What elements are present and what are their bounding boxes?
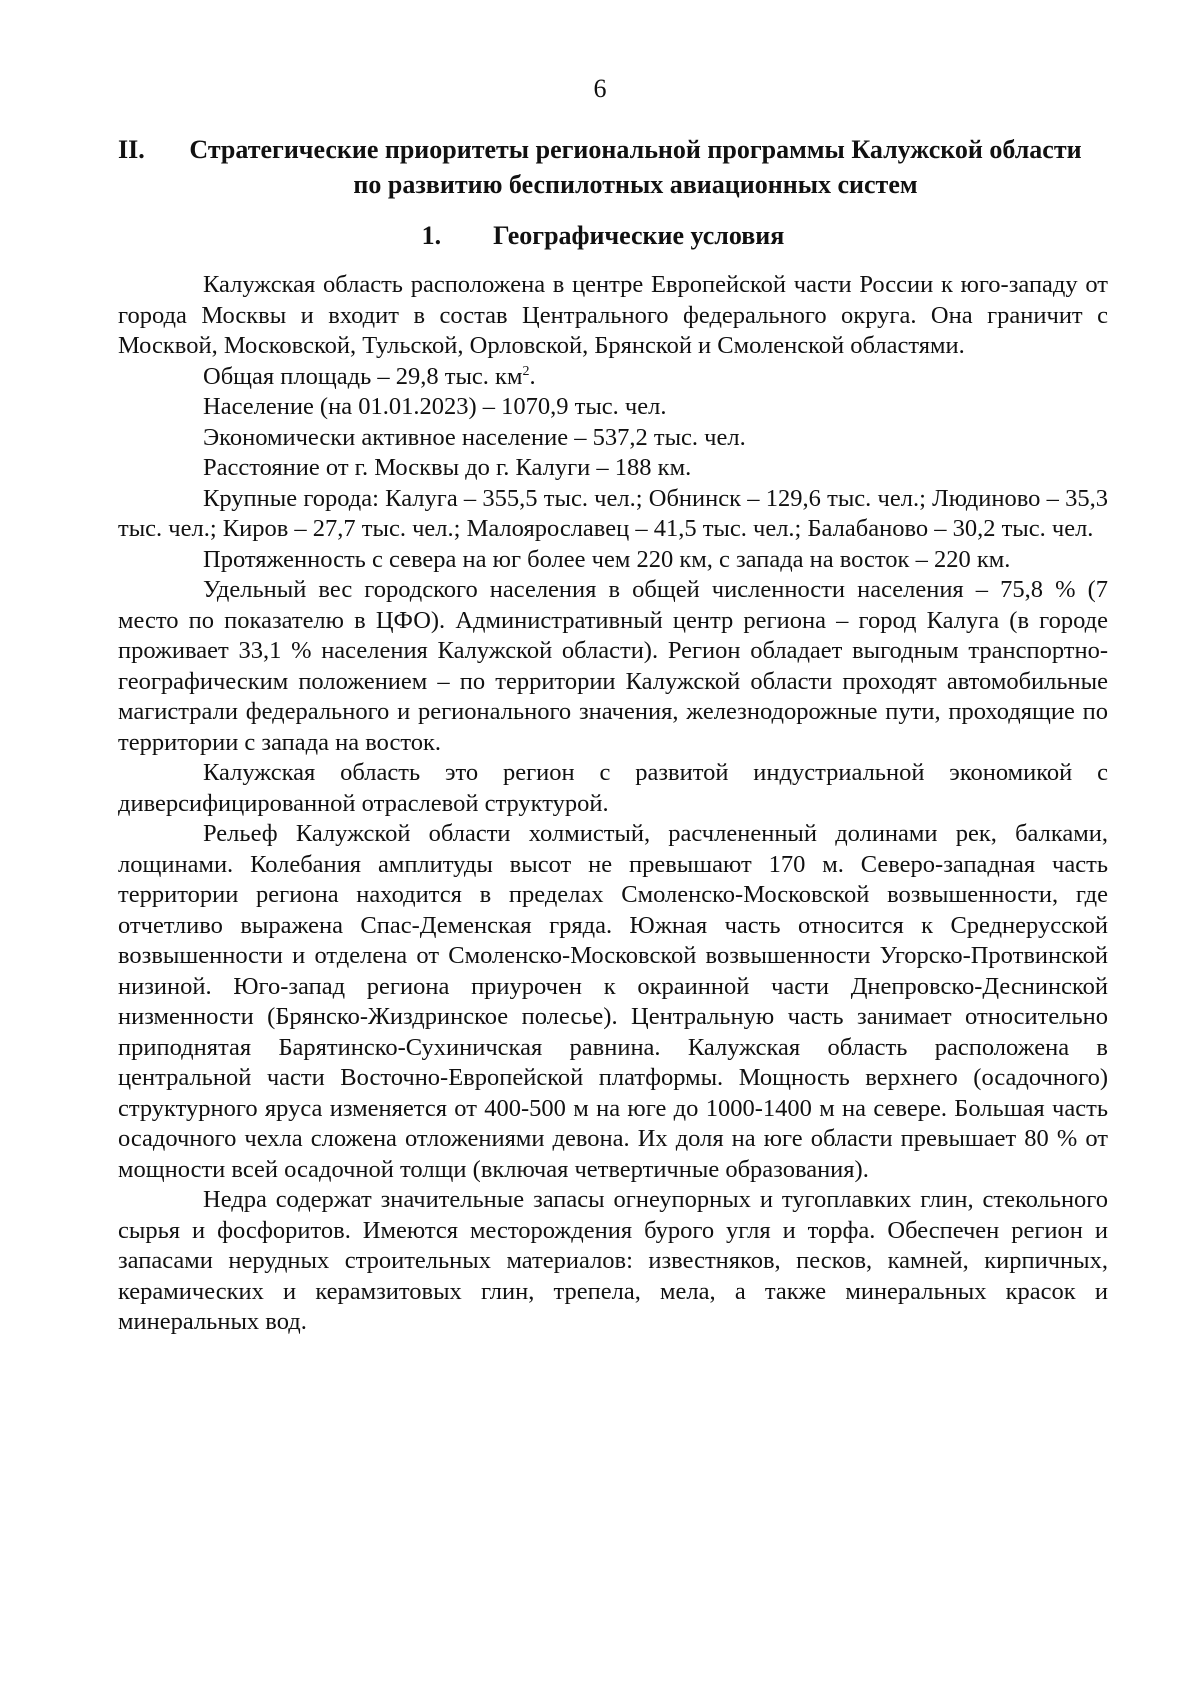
paragraph-urban: Удельный вес городского населения в общей численности населения – 75,8 % (7 место по показателю в ЦФО). Административный центр региона – город Калуга (в городе проживает 33,1 % населения Калужской области). Регион обладает выгодным транспортно-географическим положением – по территории Калужской области проходят автомобильные магистрали федерального и регионального значения, железнодорожные пути, проходящие по территории с запада на восток. (118, 576, 1108, 756)
area-text: Общая площадь – 29,8 тыс. км (203, 362, 523, 390)
paragraph-area (118, 362, 1108, 393)
paragraph-economy: Калужская область это регион с развитой индустриальной экономикой с диверсифицированной отраслевой структурой. (118, 759, 1108, 817)
paragraph-relief: Рельеф Калужской области холмистый, расчлененный долинами рек, балками, лощинами. Колебания амплитуды высот не превышают 170 м. Северо-западная часть территории региона находится в пределах Смоленско-Московской возвышенности, где отчетливо выражена Спас-Деменская гряда. Южная часть относится к Среднерусской возвышенности и отделена от Смоленско-Московской возвышенности Угорско-Протвинской низиной. Юго-запад региона приурочен к окраинной части Днепровско-Деснинской низменности (Брянско-Жиздринское полесье). Центральную часть занимает относительно приподнятая Барятинско-Сухиничская равнина. Калужская область расположена в центральной части Восточно-Европейской платформы. Мощность верхнего (осадочного) структурного яруса изменяется от 400-500 м на юге до 1000-1400 м на севере. Большая часть осадочного чехла сложена отложениями девона. Их доля на юге области превышает 80 % от мощности всей осадочной толщи (включая четвертичные образования). (118, 820, 1108, 1183)
paragraph-active-population: Экономически активное население – 537,2 тыс. чел. (203, 423, 746, 451)
section-heading (118, 132, 1088, 202)
subsection-title: Географические условия (493, 221, 785, 250)
area-end: . (529, 362, 536, 390)
document-body (118, 270, 1108, 1338)
section-number: II. (118, 135, 145, 164)
paragraph-resources: Недра содержат значительные запасы огнеупорных и тугоплавких глин, стекольного сырья и фосфоритов. Имеются месторождения бурого угля и торфа. Обеспечен регион и запасами нерудных строительных материалов: известняков, песков, камней, кирпичных, керамических и керамзитовых глин, трепела, мела, а также минеральных красок и минеральных вод. (118, 1186, 1108, 1335)
section-title: Стратегические приоритеты региональной программы Калужской области по развитию беспилотных авиационных систем (189, 135, 1082, 199)
page-number: 6 (593, 74, 607, 103)
subsection-heading (118, 218, 1088, 253)
area-superscript: 2 (522, 363, 530, 379)
paragraph-population: Население (на 01.01.2023) – 1070,9 тыс. чел. (203, 393, 667, 420)
paragraph-intro: Калужская область расположена в центре Европейской части России к юго-западу от города Москвы и входит в состав Центрального федерального округа. Она граничит с Москвой, Московской, Тульской, Орловской, Брянской и Смоленской областями. (118, 271, 1108, 359)
subsection-number: 1. (421, 221, 442, 250)
paragraph-cities: Крупные города: Калуга – 355,5 тыс. чел.; Обнинск – 129,6 тыс. чел.; Людиново – 35,3 тыс. чел.; Киров – 27,7 тыс. чел.; Малоярославец – 41,5 тыс. чел.; Балабаново – 30,2 тыс. чел. (118, 484, 1108, 542)
paragraph-extent: Протяженность с севера на юг более чем 220 км, с запада на восток – 220 км. (203, 545, 1011, 573)
paragraph-distance: Расстояние от г. Москвы до г. Калуги – 188 км. (203, 454, 692, 481)
